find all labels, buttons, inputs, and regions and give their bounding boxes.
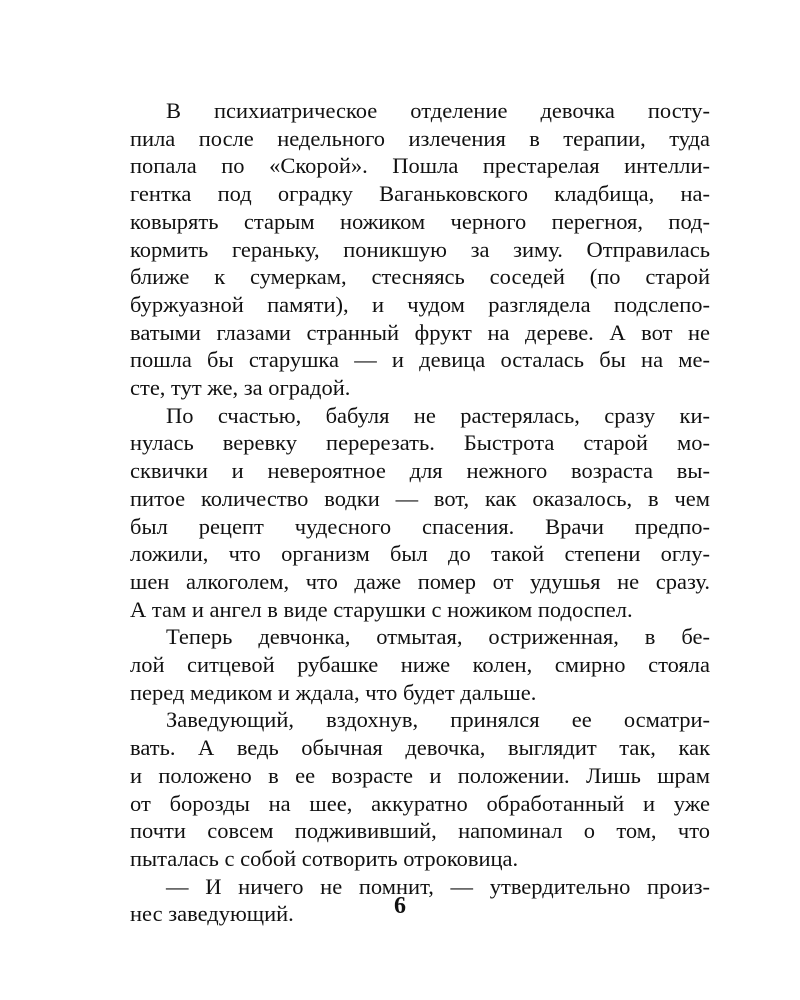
page-text: [130, 97, 710, 928]
paragraph-2: [130, 402, 710, 624]
text-line: сквички и невероятное для нежного возраста вы-: [130, 458, 710, 484]
text-line: пошла бы старушка — и девица осталась бы на ме-: [130, 347, 710, 373]
text-line: Заведующий, вздохнув, принялся ее осматри-: [166, 707, 710, 733]
text-line: ковырять старым ножиком черного перегноя, под-: [130, 208, 710, 234]
text-line: В психиатрическое отделение девочка посту-: [166, 98, 710, 123]
paragraph-1: [130, 97, 710, 402]
text-line: от борозды на шее, аккуратно обработанный и уже: [130, 790, 710, 816]
paragraph-4: [130, 706, 710, 872]
text-line: шен алкоголем, что даже помер от удушья не сразу.: [130, 568, 710, 594]
page-number: 6: [394, 893, 406, 919]
text-line: ватыми глазами странный фрукт на дереве. А вот не: [130, 319, 710, 345]
text-line: ближе к сумеркам, стесняясь соседей (по старой: [130, 264, 710, 290]
text-line: пила после недельного излечения в терапии, туда: [130, 125, 710, 151]
text-line: По счастью, бабуля не растерялась, сразу ки-: [166, 402, 710, 428]
text-line: попала по «Скорой». Пошла престарелая интелли-: [130, 153, 710, 179]
text-line: Теперь девчонка, отмытая, остриженная, в бе-: [166, 624, 710, 650]
text-line: буржуазной памяти), и чудом разглядела подслепо-: [130, 291, 710, 317]
text-line: — И ничего не помнит, — утвердительно произ-: [166, 873, 710, 899]
text-line: А там и ангел в виде старушки с ножиком подоспел.: [130, 596, 633, 622]
text-line: нес заведующий.: [130, 901, 294, 927]
text-line: вать. А ведь обычная девочка, выглядит так, как: [130, 735, 710, 761]
text-line: и положено в ее возрасте и положении. Лишь шрам: [130, 762, 710, 788]
text-line: питое количество водки — вот, как оказалось, в чем: [130, 485, 710, 511]
text-line: пыталась с собой сотворить отроковица.: [130, 845, 519, 871]
text-line: ложили, что организм был до такой степени оглу-: [130, 541, 710, 567]
text-line: сте, тут же, за оградой.: [130, 375, 351, 401]
text-line: лой ситцевой рубашке ниже колен, смирно стояла: [130, 652, 710, 678]
paragraph-3: [130, 623, 710, 706]
text-line: почти совсем поджививший, напоминал о том, что: [130, 818, 710, 844]
text-line: перед медиком и ждала, что будет дальше.: [130, 679, 537, 705]
text-line: кормить гераньку, поникшую за зиму. Отправилась: [130, 236, 710, 262]
text-line: нулась веревку перерезать. Быстрота старой мо-: [130, 430, 710, 456]
text-line: был рецепт чудесного спасения. Врачи предпо-: [130, 513, 710, 539]
text-line: гентка под оградку Ваганьковского кладбища, на-: [130, 181, 710, 207]
